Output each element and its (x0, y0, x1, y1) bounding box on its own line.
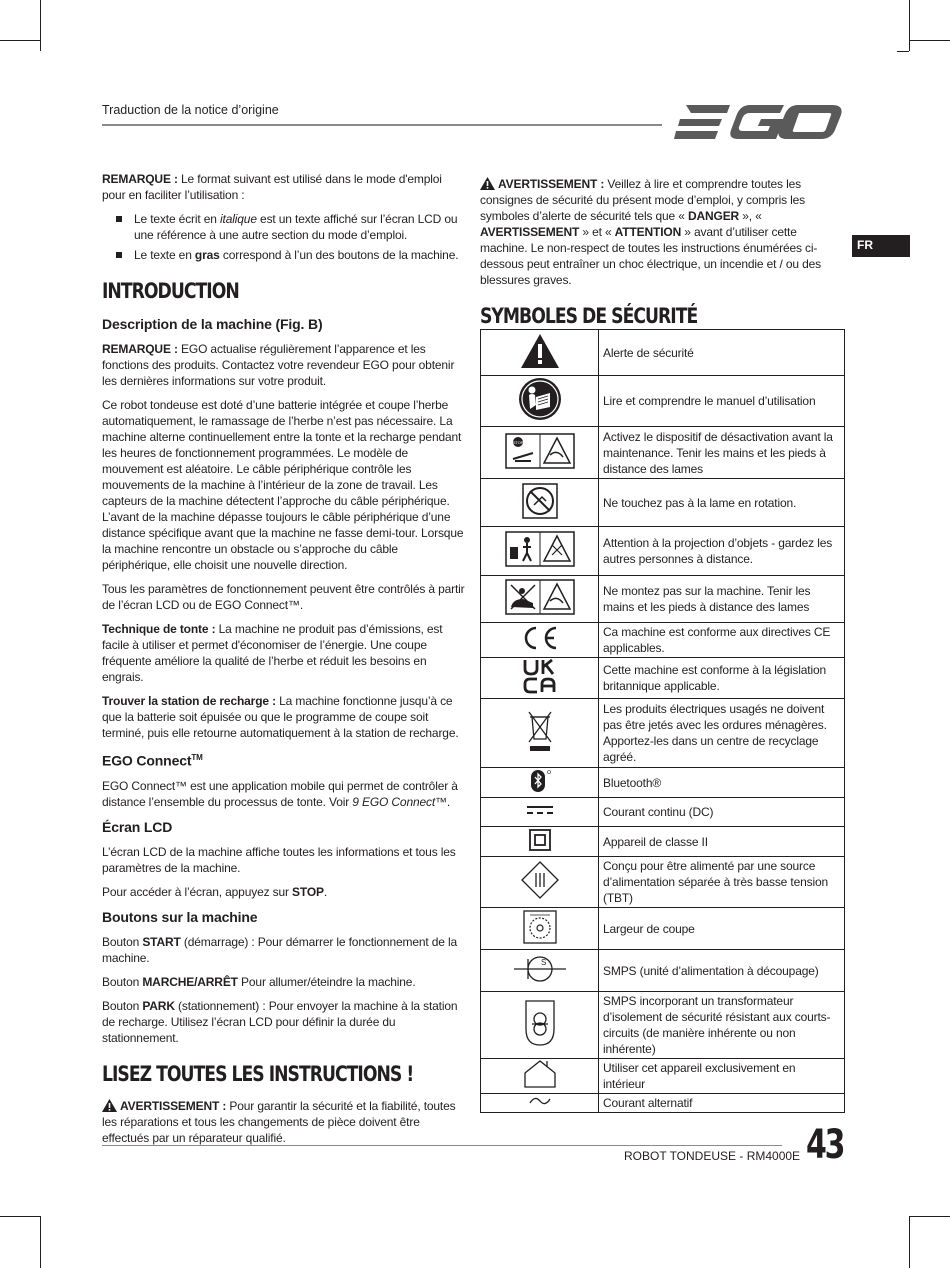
symbol-description: Appareil de classe II (599, 827, 845, 857)
symbol-cell (481, 768, 599, 798)
footer-product: ROBOT TONDEUSE - RM4000E (624, 1149, 801, 1163)
table-row (481, 950, 845, 992)
ce-mark-icon (520, 625, 560, 651)
warning-triangle-icon (102, 1099, 117, 1112)
parameters-paragraph: Tous les paramètres de fonctionnement peuvent être contrôlés à partir de l’écran LCD ou de EGO Connect™. (102, 582, 465, 612)
table-row (481, 376, 845, 427)
warning-triangle-icon (480, 177, 495, 190)
symbol-description: Attention à la projection d’objets - gardez les autres personnes à distance. (599, 527, 845, 576)
header-rule (102, 124, 662, 126)
left-column (102, 171, 468, 1154)
lcd-access-paragraph: Pour accéder à l’écran, appuyez sur STOP. (102, 884, 328, 899)
ego-connect-heading: EGO Connect™ (102, 752, 203, 769)
crop-mark (897, 51, 909, 52)
ego-connect-paragraph: EGO Connect™ est une application mobile qui permet de contrôler à distance l’ensemble du processus de tonte. Voir 9 EGO Connect™. (102, 778, 458, 809)
symbol-cell (481, 699, 599, 768)
buttons-heading: Boutons sur la machine (102, 908, 258, 925)
symbol-description: Conçu pour être alimenté par une source d’alimentation séparée à très basse tension (TBT) (599, 857, 845, 908)
table-row (481, 798, 845, 827)
symbol-description: Ne touchez pas à la lame en rotation. (599, 479, 845, 527)
symbol-description: Ne montez pas sur la machine. Tenir les mains et les pieds à distance des lames (599, 576, 845, 623)
symbol-cell (481, 798, 599, 827)
start-button-description: Bouton START (démarrage) : Pour démarrer le fonctionnement de la machine. (102, 934, 458, 965)
symbol-cell (481, 576, 599, 623)
symbol-description: SMPS (unité d’alimentation à découpage) (599, 950, 845, 992)
header-subtitle: Traduction de la notice d’origine (102, 103, 279, 117)
table-row (481, 330, 845, 376)
crop-mark (0, 1216, 40, 1217)
ukca-mark-icon (522, 658, 558, 694)
symbol-cell (481, 827, 599, 857)
disable-device-icon (505, 433, 575, 469)
class-ii-icon (529, 829, 551, 851)
symbol-description: Utiliser cet appareil exclusivement en intérieur (599, 1059, 845, 1094)
symbol-description: SMPS incorporant un transformateur d’isolement de sécurité résistant aux courts-circuits (de manière inhérente ou non inhérente) (599, 992, 845, 1059)
symbol-description: Courant alternatif (599, 1094, 845, 1113)
table-row (481, 527, 845, 576)
ego-logo (672, 103, 844, 141)
smps-icon (512, 951, 568, 987)
table-row (481, 1094, 845, 1113)
dc-current-icon (525, 803, 555, 817)
symbol-cell (481, 950, 599, 992)
table-row (481, 908, 845, 950)
safety-symbols-table (480, 329, 845, 1113)
crop-mark (0, 40, 40, 41)
crop-mark (910, 40, 950, 41)
format-bullets (102, 211, 468, 263)
symbol-cell (481, 658, 599, 699)
svg-text:STOP: STOP (512, 439, 523, 445)
thrown-objects-icon (505, 531, 575, 567)
remarque-updates: REMARQUE : EGO actualise régulièrement l’apparence et les fonctions des produits. Contactez votre revendeur EGO pour obtenir les dernières informations sur votre produit. (102, 342, 455, 388)
symbol-description: Lire et comprendre le manuel d’utilisation (599, 376, 845, 427)
cutting-width-icon (523, 910, 557, 944)
table-row (481, 857, 845, 908)
symbol-cell (481, 427, 599, 479)
symbol-cell (481, 992, 599, 1059)
table-row (481, 992, 845, 1059)
lcd-heading: Écran LCD (102, 818, 173, 835)
symbol-cell (481, 857, 599, 908)
svg-text:S: S (540, 957, 546, 967)
footer-rule (102, 1145, 782, 1146)
right-column (480, 176, 846, 340)
table-row (481, 699, 845, 768)
crop-mark (909, 0, 910, 51)
smps-isolating-transformer-icon (523, 999, 557, 1047)
table-row (481, 1059, 845, 1094)
symbol-cell (481, 1094, 599, 1113)
warning-repairs: AVERTISSEMENT : Pour garantir la sécurité et la fiabilité, toutes les réparations et tous les changements de pièce doivent être effectués par un réparateur qualifié. (102, 1098, 456, 1145)
remarque-format: REMARQUE : Le format suivant est utilisé dans le mode d'emploi pour en faciliter l’utilisation : (102, 172, 442, 202)
symbol-description: Les produits électriques usagés ne doivent pas être jetés avec les ordures ménagères. Apportez-les dans un centre de recyclage agréé. (599, 699, 845, 768)
lcd-paragraph: L’écran LCD de la machine affiche toutes les informations et tous les paramètres de la machine. (102, 844, 456, 875)
read-instructions-heading: LISEZ TOUTES LES INSTRUCTIONS ! (102, 1061, 414, 1086)
mowing-technique-paragraph: Technique de tonte : La machine ne produit pas d’émissions, est facile à utiliser et permet d'économiser de l’énergie. Une coupe fréquente améliore la qualité de l’herbe et réduit les besoins en engrais. (102, 622, 443, 684)
symbol-description: Alerte de sécurité (599, 330, 845, 376)
symbol-cell (481, 479, 599, 527)
park-button-description: Bouton PARK (stationnement) : Pour envoyer la machine à la station de recharge. Utilisez l’écran LCD pour définir la durée du stationnement. (102, 998, 458, 1045)
symbol-cell (481, 330, 599, 376)
symbol-description: Cette machine est conforme à la législation britannique applicable. (599, 658, 845, 699)
crop-mark (40, 1216, 41, 1268)
safety-symbols-heading: SYMBOLES DE SÉCURITÉ (480, 304, 698, 328)
crop-mark (40, 0, 41, 51)
safety-alert-icon (520, 333, 560, 369)
charging-station-paragraph: Trouver la station de recharge : La machine fonctionne jusqu’à ce que la batterie soit épuisée ou que le programme de coupe soit terminé, puis elle retourne automatiquement à la station de recharge. (102, 694, 459, 740)
table-row (481, 479, 845, 527)
list-item: Le texte écrit en italique est un texte affiché sur l’écran LCD ou une référence à une autre section du mode d’emploi. (102, 211, 468, 243)
warning-safety-symbols: AVERTISSEMENT : Veillez à lire et comprendre toutes les consignes de sécurité du présent mode d’emploi, y compris les symboles d’alerte de sécurité tels que « DANGER », « AVERTISSEMENT » et « ATTENTION » avant d’utiliser cette machine. Le non-respect de toutes les instructions énumérées ci-dessous peut entraîner un choc électrique, un incendie et / ou des blessures graves. (480, 177, 822, 287)
description-paragraph: Ce robot tondeuse est doté d’une batterie intégrée et coupe l’herbe automatiquement, le ramassage de l’herbe n’est pas nécessaire. La machine alterne continuellement entre la tonte et la recharge pendant les heures de fonctionnement programmées. Le modèle de mouvement est aléatoire. Le câble périphérique contrôle les mouvements de la machine à l’intérieur de la zone de travail. Les capteurs de la machine détectent l’approche du câble périphérique. L’avant de la machine dépasse toujours le câble périphérique d’une distance spécifique avant que la machine ne fasse demi-tour. Lorsque la machine rencontre un obstacle ou s’approche du câble périphérique, elle choisit une nouvelle direction. (102, 398, 464, 572)
bluetooth-icon (527, 769, 553, 793)
symbol-description: Courant continu (DC) (599, 798, 845, 827)
read-manual-icon (518, 377, 562, 421)
selv-icon (520, 860, 560, 900)
no-riding-icon (505, 579, 575, 615)
language-tab: FR (852, 235, 910, 257)
symbol-cell (481, 527, 599, 576)
table-row (481, 623, 845, 658)
weee-bin-icon (526, 709, 554, 753)
table-row (481, 658, 845, 699)
symbol-description: Bluetooth® (599, 768, 845, 798)
ac-current-icon (528, 1095, 552, 1107)
list-item: Le texte en gras correspond à l’un des boutons de la machine. (102, 247, 468, 263)
symbol-description: Ca machine est conforme aux directives CE applicables. (599, 623, 845, 658)
indoor-use-icon (523, 1059, 557, 1089)
symbol-description: Activez le dispositif de désactivation avant la maintenance. Tenir les mains et les pieds à distance des lames (599, 427, 845, 479)
on-off-button-description: Bouton MARCHE/ARRÊT Pour allumer/éteindre la machine. (102, 974, 416, 989)
introduction-heading: INTRODUCTION (102, 279, 239, 303)
table-row (481, 576, 845, 623)
page-number: 43 (806, 1122, 844, 1168)
description-heading: Description de la machine (Fig. B) (102, 316, 323, 332)
symbol-cell (481, 1059, 599, 1094)
table-row (481, 768, 845, 798)
crop-mark (909, 1216, 910, 1268)
rotating-blade-icon (522, 483, 558, 519)
symbol-cell (481, 908, 599, 950)
table-row (481, 827, 845, 857)
table-row (481, 427, 845, 479)
symbol-description: Largeur de coupe (599, 908, 845, 950)
symbol-cell (481, 376, 599, 427)
crop-mark (910, 1216, 950, 1217)
symbol-cell (481, 623, 599, 658)
